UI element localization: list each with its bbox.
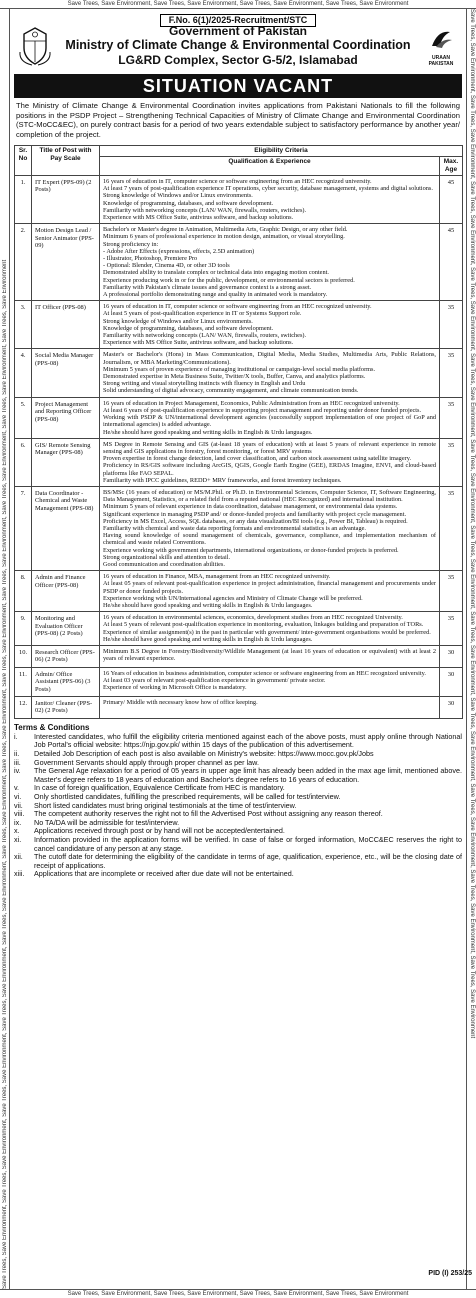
term-text: Short listed candidates must bring original testimonials at the time of test/interview. [34,800,297,810]
row-max-age: 30 [440,697,463,719]
qualification-line: Working with PSDP & UN/international development agencies (successfully support implementation of one project of GoP and international agencies) is added advantage. [103,414,436,429]
qualification-line: Experience working with government departments, international organizations, or donor-funded projects is preferred. [103,546,399,554]
qualification-line: Knowledge of programming, databases, and software development. [103,199,274,207]
col-age: Max. Age [440,157,463,176]
term-text: Detailed Job Description of each post is also available on Ministry's website: https://www.mocc.gov.pk/Jobs [34,749,374,759]
term-number: vi. [14,791,22,801]
ministry-title: Ministry of Climate Change & Environmental Coordination [65,38,411,52]
table-row [15,438,463,486]
qualification-line: Proficiency in MS Excel, Access, SQL databases, or any data visualization/BI tools (e.g., Power BI, Tableau) is required. [103,517,408,525]
terms-section [14,723,462,879]
row-post-title: Research Officer (PPS-06) (2 Posts) [32,645,100,667]
qualification-line: - Adobe After Effects (expressions, effects, 2.5D animation) [103,247,255,255]
qualification-line: Bachelor's or Master's degree in Animation, Multimedia Arts, Graphic Design, or any other field. [103,226,348,234]
qualification-line: 16 years of education in Finance, MBA, management from an HEC recognized university. [103,573,331,581]
table-row [15,301,463,349]
term-text: The competent authority reserves the right not to fill the Advertised Post without assigning any reason thereof. [34,809,383,819]
term-number: xii. [14,852,23,862]
qualification-line: 16 years of education in environmental sciences, economics, development studies from an HEC recognized University. [103,614,403,622]
qualification-line: Familiarity with networking concepts (LAN/ WAN, firewalls, routers, switches). [103,332,307,340]
qualification-line: Significant experience in managing PSDP and/ or donor-funded projects and familiarity with project cycle management. [103,510,407,518]
table-row [15,667,463,696]
term-text: The General Age relaxation for a period of 05 years in upper age limit has already been added in the max age limit, mentioned above. Master's degree refers to 18 years of education and Bachelor's degree refers to 16 years of education. [34,766,462,784]
table-row [15,224,463,301]
qualification-line: Demonstrated ability to translate complex or technical data into engaging motion content. [103,269,329,277]
border-right-text: Save Trees, Save Environment, Save Trees, Save Environment, Save Trees, Save Environment, Save Trees, Save Environment, Save Trees, Save Environment, Save Trees, Save Environment, Save Trees, Save Environment, Save Trees, Save Environment, Save Trees, Save Environment, Save Trees, Save Environment, Save Trees, Save Environment, Save Trees, Save Environment [469,9,475,1039]
col-sr: Sr. No [15,146,32,176]
qualification-line: A professional portfolio demonstrating range and quality in animated work is mandatory. [103,291,328,299]
qualification-line: Experience with MS Office Suite, antivirus software, and backup solutions. [103,214,294,222]
row-qualification [100,301,440,349]
qualification-line: Familiarity with networking concepts (LAN/ WAN, firewalls, routers, switches). [103,206,307,214]
border-right [466,9,476,1289]
term-number: ix. [14,817,22,827]
row-qualification [100,224,440,301]
qualification-line: Experience producing work in or for the public, development, or environmental sectors is preferred. [103,276,355,284]
term-text: Interested candidates, who fulfill the eligibility criteria mentioned against each of the above posts, must apply online through National Job Portal's official website: https://njp.gov.pk/ within 15 days of the publication of this advertisement. [34,731,462,750]
row-post-title: Data Coordinator - Chemical and Waste Management (PPS-08) [32,486,100,570]
qualification-line: BS/MSc (16 years of education) or MS/M.Phil. or Ph.D. in Environmental Sciences, Computer Science, IT, Software Engineering, Data Management, Statistics, or a related field from a reputed national (HEC Recognized) and international institution. [103,488,436,504]
term-text: Information provided in the application forms will be verified. In case of false or forged information, MoCC&EC reserves the right to cancel candidature of any person at any stage. [34,834,462,853]
row-qualification [100,697,440,719]
row-qualification [100,176,440,224]
term-item [14,767,462,784]
ministry-address: LG&RD Complex, Sector G-5/2, Islamabad [118,53,358,67]
qualification-line: Strong knowledge of Windows and/or Linux environments. [103,192,253,200]
row-sr: 2. [15,224,32,301]
row-sr: 1. [15,176,32,224]
row-sr: 5. [15,397,32,438]
col-eligibility: Eligibility Criteria [100,146,463,157]
row-qualification [100,349,440,397]
positions-table-body [15,176,463,719]
row-post-title: Admin/ Office Assistant (PPS-06) (3 Posts) [32,667,100,696]
terms-title: Terms & Conditions [14,722,90,732]
qualification-line: 16 years of education in Project Management, Economics, Public Administration from an HEC recognized university. [103,399,400,407]
qualification-line: - Optional: Blender, Cinema 4D, or other 3D tools [103,262,230,270]
term-number: iv. [14,766,21,776]
qualification-line: Strong organizational skills and attention to detail. [103,553,231,561]
row-sr: 3. [15,301,32,349]
file-number: F.No. 6(1)/2025-Recruitment/STC [160,14,317,27]
qualification-line: At least 7 years of post-qualification experience IT operations, cyber security, database management, systems and digital solutions. [103,185,433,193]
row-max-age: 35 [440,301,463,349]
qualification-line: Familiarity with IPCC guidelines, REDD+ MRV frameworks, and forest inventory techniques. [103,476,342,484]
row-post-title: Janitor/ Cleaner (PPS-02) (2 Posts) [32,697,100,719]
row-qualification [100,645,440,667]
row-sr: 6. [15,438,32,486]
qualification-line: Experience working with UN/International agencies and Ministry of Climate Change will be preferred. [103,594,363,602]
row-max-age: 45 [440,224,463,301]
row-sr: 12. [15,697,32,719]
col-qualification: Qualification & Experience [100,157,440,176]
border-bottom [0,1289,476,1298]
qualification-line: At least 03 years of relevant post-qualification experience in government/ private sector. [103,677,326,684]
term-number: viii. [14,809,25,819]
qualification-line: Minimum 5 years of proven experience of managing institutional or campaign-level social media platforms. [103,365,376,373]
row-post-title: Monitoring and Evaluation Officer (PPS-08) (2 Posts) [32,612,100,646]
row-sr: 10. [15,645,32,667]
qualification-line: At least 05 years of relevant post-qualification experience in project administration, financial management and procurements under PSDP or donor funded projects. [103,580,436,595]
table-row [15,486,463,570]
situation-vacant-banner: SITUATION VACANT [14,74,462,98]
logo-text-uraan: URAAN [431,55,451,61]
qualification-line: Proven expertise in forest change detection, land cover classification, and carbon stock assessment using satellite imagery. [103,455,412,463]
row-post-title: IT Officer (PPS-08) [32,301,100,349]
term-number: iii. [14,757,21,767]
row-sr: 8. [15,571,32,612]
row-max-age: 35 [440,486,463,570]
row-sr: 11. [15,667,32,696]
pakistan-emblem-icon [18,26,52,66]
term-item [14,733,462,750]
term-text: No TA/DA will be admissible for test/interview. [34,817,180,827]
row-post-title: Social Media Manager (PPS-08) [32,349,100,397]
term-item [14,870,462,879]
terms-list [14,733,462,879]
qualification-line: Minimum 6 years of professional experience in motion design, animation, or visual storytelling. [103,233,345,241]
header [14,24,462,74]
row-max-age: 35 [440,397,463,438]
logo-text-pakistan: PAKISTAN [428,61,454,67]
term-number: vii. [14,800,23,810]
row-max-age: 35 [440,438,463,486]
term-text: In case of foreign qualification, Equivalence Certificate from HEC is mandatory. [34,783,285,793]
qualification-line: Demonstrated expertise in Meta Business Suite, Twitter/X tools, Buffer, Canva, and analytics platforms. [103,373,366,381]
content [14,10,462,879]
row-qualification [100,438,440,486]
qualification-line: Knowledge of programming, databases, and software development. [103,324,274,332]
border-bottom-text: Save Trees, Save Environment, Save Trees, Save Environment, Save Trees, Save Environment, Save Trees, Save Environment [67,1291,409,1297]
border-left [0,9,10,1289]
table-row [15,697,463,719]
qualification-line: Minimum B.S Degree in Forestry/Biodiversity/Wildlife Management (at least 16 years of education or equivalent) with at least 2 years of relevant experience. [103,647,436,663]
row-max-age: 30 [440,645,463,667]
qualification-line: 16 Years of education in business administration, computer science or software engineering from an HEC recognized university. [103,669,426,677]
term-text: The cutoff date for determining the eligibility of the candidate in terms of age, qualification, experience, etc., will be the closing date of receipt of applications. [34,852,462,870]
qualification-line: Familiarity with chemical and waste data reporting formats and environmental statistics is an advantage. [103,524,366,532]
table-row [15,571,463,612]
qualification-line: Minimum 5 years of relevant experience in data coordination, database management, or environmental data systems. [103,503,398,511]
row-qualification [100,571,440,612]
table-row [15,349,463,397]
row-max-age: 35 [440,349,463,397]
qualification-line: Primary/ Middle with necessary know how of office keeping. [103,699,258,707]
qualification-line: Good communication and coordination abilities. [103,560,225,568]
row-post-title: IT Expert (PPS-09) (2 Posts) [32,176,100,224]
qualification-line: Proficiency in RS/GIS software including ArcGIS, QGIS, Google Earth Engine (GEE), ERDAS Imagine, ENVI, and cloud-based platforms like FAO SEPAL. [103,462,436,477]
border-top-text: Save Trees, Save Environment, Save Trees, Save Environment, Save Trees, Save Environment, Save Trees, Save Environment [67,1,409,7]
term-number: xiii. [14,869,25,879]
government-title: Government of Pakistan [168,24,308,38]
row-max-age: 35 [440,612,463,646]
row-post-title: Motion Design Lead / Senior Animator (PPS-09) [32,224,100,301]
qualification-line: - Illustrator, Photoshop, Premiere Pro [103,255,198,263]
row-max-age: 30 [440,667,463,696]
term-number: v. [14,783,20,793]
term-number: ii. [14,749,20,759]
qualification-line: At least 5 years of relevant post-qualification experience in monitoring, evaluation, linkages building and preparation of TORs. [103,621,424,629]
qualification-line: Experience with MS Office Suite, antivirus software, and backup solutions. [103,339,294,347]
qualification-line: Experience of similar assignment(s) in the past in particular with government/ inter-government organisations would be preferred. [103,628,431,636]
term-text: Only shortlisted candidates, fulfilling the prescribed requirements, will be called for test/interview. [34,791,341,801]
qualification-line: MS Degree in Remote Sensing and GIS (at-least 18 years of education) with at least 5 years of relevant experience in remote sensing and GIS applications in forestry, forest monitoring, or forest MRV systems [103,440,436,455]
qualification-line: He/she should have good speaking and writing skills in English & Urdu languages. [103,635,313,643]
term-text: Applications received through post or by hand will not be accepted/entertained. [34,826,285,836]
table-row [15,612,463,646]
row-qualification [100,667,440,696]
term-item [14,836,462,853]
qualification-line: Familiarity with Pakistan's climate issues and governance context is a strong asset. [103,283,312,291]
row-max-age: 45 [440,176,463,224]
intro-paragraph: The Ministry of Climate Change & Environmental Coordination invites applications from Pakistani Nationals to fill the following positions in the PSDP Project – Strengthening Technical Capacities of Ministry of Climate Change and Environmental Coordination (STC-MoCC&EC), on purely contract basis for a period of two years extendable subject to satisfactory performance by another year/ completion of the project. [16,101,461,139]
row-post-title: Project Management and Reporting Officer (PPS-08) [32,397,100,438]
uraan-logo-icon [428,28,454,50]
row-qualification [100,397,440,438]
row-qualification [100,612,440,646]
term-item [14,853,462,870]
qualification-line: 16 years of education in IT, computer science or software engineering from an HEC recognized university. [103,303,372,311]
qualification-line: Strong knowledge of Windows and/or Linux environments. [103,317,253,325]
row-sr: 4. [15,349,32,397]
qualification-line: Master's or Bachelor's (Hons) in Mass Communication, Digital Media, Media Studies, Multimedia Arts, Public Relations, Journalism, or MBA Marketing/Communications). [103,351,436,366]
table-row [15,645,463,667]
term-number: x. [14,826,20,836]
qualification-line: Experience of working in Microsoft Office is mandatory. [103,684,247,692]
qualification-line: Strong writing and visual storytelling instincts with fluency in English and Urdu [103,380,306,388]
uraan-pakistan-logo [424,28,458,68]
border-top [0,0,476,9]
qualification-line: Solid understanding of digital advocacy, community engagement, and climate communication trends. [103,387,359,395]
row-qualification [100,486,440,570]
pid-number: PID (I) 253/25 [428,1270,472,1277]
border-left-text: Save Trees, Save Environment, Save Trees, Save Environment, Save Trees, Save Environment, Save Trees, Save Environment, Save Trees, Save Environment, Save Trees, Save Environment, Save Trees, Save Environment, Save Trees, Save Environment, Save Trees, Save Environment, Save Trees, Save Environment, Save Trees, Save Environment, Save Trees, Save Environment [2,259,8,1289]
row-max-age: 35 [440,571,463,612]
table-row [15,397,463,438]
row-sr: 7. [15,486,32,570]
qualification-line: At least 5 years of post-qualification experience in IT or Systems Support role. [103,310,302,318]
qualification-line: At least 6 years of post-qualification experience in supporting project management and reporting under donor funded projects. [103,406,422,414]
qualification-line: He/she should have good speaking and writing skills in English & Urdu languages. [103,428,313,436]
term-number: xi. [14,834,22,844]
table-row [15,176,463,224]
qualification-line: 16 years of education in IT, computer science or software engineering from an HEC recognized university. [103,178,372,185]
row-sr: 9. [15,612,32,646]
row-post-title: Admin and Finance Officer (PPS-08) [32,571,100,612]
term-text: Government Servants should apply through proper channel as per law. [34,757,259,767]
term-text: Applications that are incomplete or received after due date will not be entertained. [34,869,294,879]
col-title: Title of Post with Pay Scale [32,146,100,176]
positions-table [14,145,463,719]
row-post-title: GIS/ Remote Sensing Manager (PPS-08) [32,438,100,486]
file-number-wrap [14,10,462,24]
term-number: i. [14,731,18,741]
qualification-line: Strong proficiency in: [103,240,159,248]
qualification-line: Having sound knowledge of sound management of chemicals, governance, compliance, and implementation mechanism of chemical and waste related Conventions. [103,532,436,547]
qualification-line: He/she should have good speaking and writing skills in English & Urdu languages. [103,601,313,609]
